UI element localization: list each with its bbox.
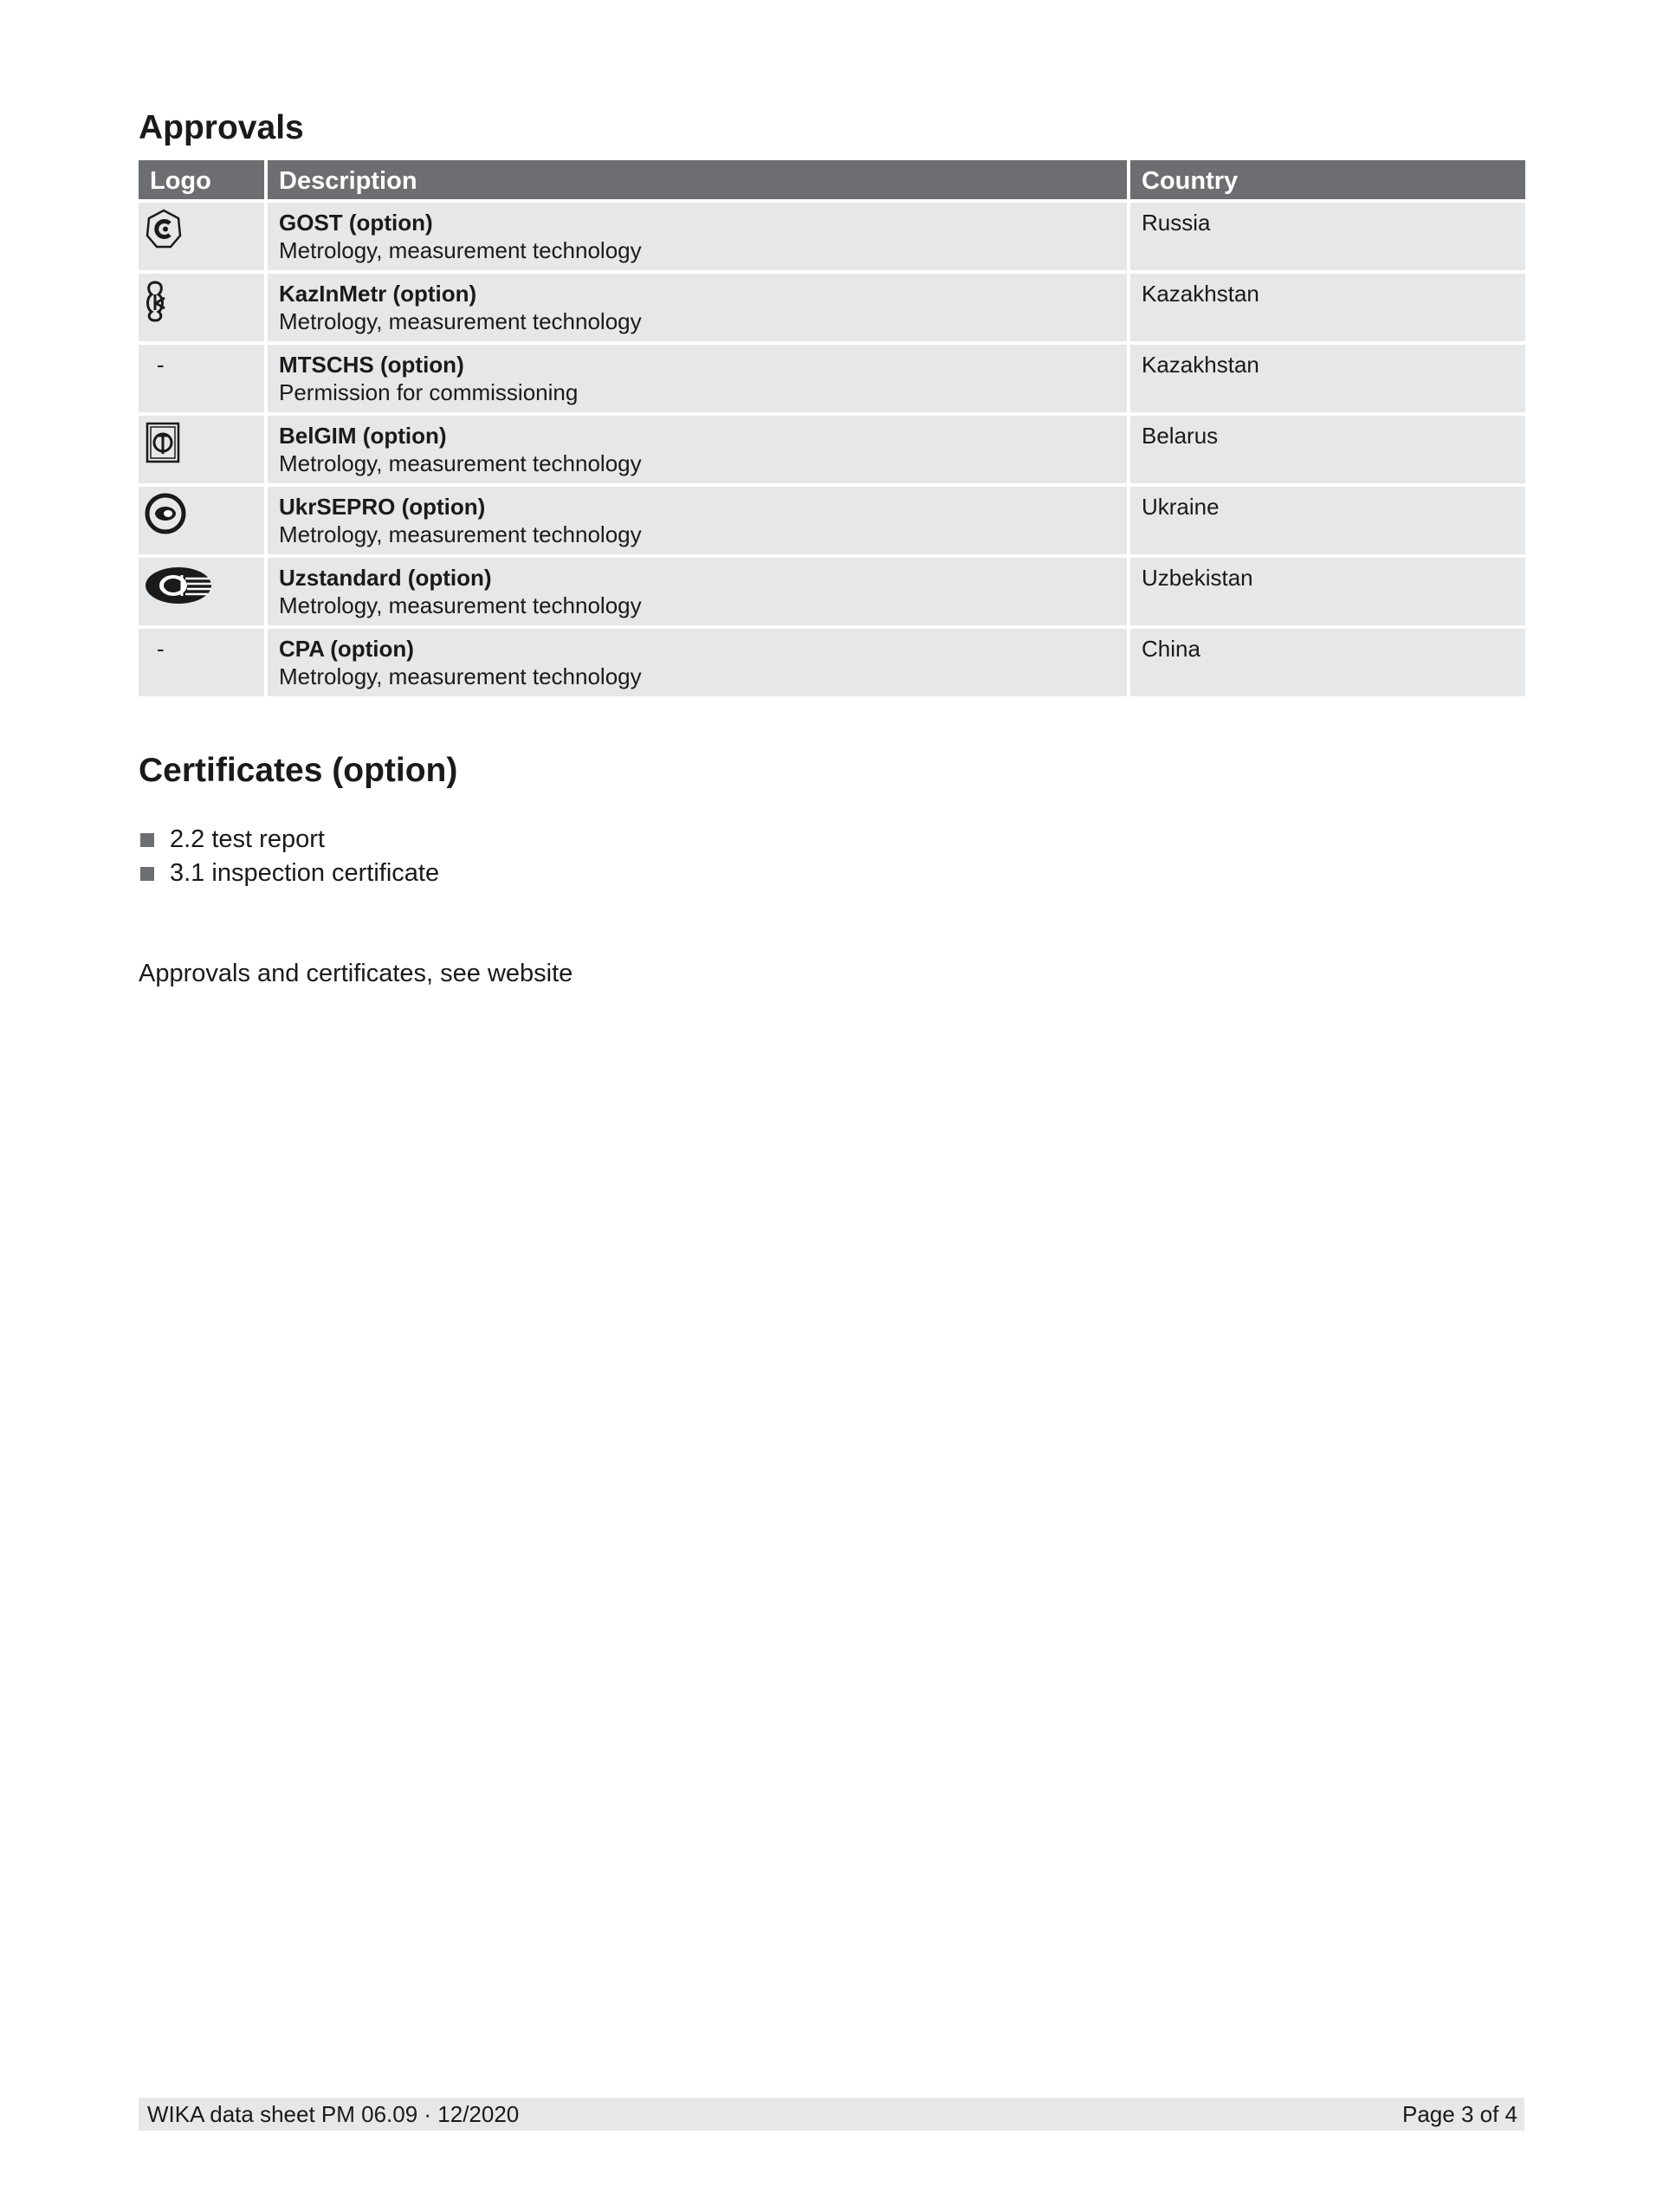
column-header-logo: Logo [139, 160, 264, 199]
table-row [139, 487, 1525, 554]
no-logo-dash: - [157, 636, 165, 662]
approval-scope: Permission for commissioning [279, 379, 579, 405]
page-number: Page 3 of 4 [1402, 2101, 1517, 2127]
logo-cell [139, 558, 264, 625]
square-bullet-icon [140, 867, 154, 881]
approval-scope: Metrology, measurement technology [279, 663, 642, 689]
list-item [139, 857, 439, 890]
description-cell [268, 558, 1127, 625]
certificates-heading: Certificates (option) [139, 752, 458, 789]
logo-cell [139, 274, 264, 341]
list-item [139, 823, 439, 857]
logo-cell [139, 416, 264, 483]
country-cell: Ukraine [1130, 487, 1525, 554]
country-cell: Belarus [1130, 416, 1525, 483]
table-row [139, 416, 1525, 483]
description-cell [268, 416, 1127, 483]
kazinmetr-logo-icon [144, 279, 184, 322]
approval-scope: Metrology, measurement technology [279, 592, 642, 618]
country-cell: Russia [1130, 203, 1525, 270]
logo-cell [139, 629, 264, 696]
logo-cell [139, 487, 264, 554]
approvals-table [135, 157, 1529, 700]
table-row [139, 629, 1525, 696]
approval-scope: Metrology, measurement technology [279, 308, 642, 334]
approvals-heading: Approvals [139, 109, 304, 146]
approval-name: UkrSEPRO (option) [279, 494, 486, 520]
ukrsepro-logo-icon [144, 492, 187, 535]
document-page [139, 0, 1524, 2212]
page-footer [139, 2098, 1524, 2131]
certificate-label: 3.1 inspection certificate [170, 859, 440, 887]
datasheet-reference: WIKA data sheet PM 06.09 · 12/2020 [147, 2101, 520, 2127]
table-row [139, 558, 1525, 625]
table-row [139, 203, 1525, 270]
belgim-logo-icon [144, 421, 184, 464]
uzstandard-logo-icon [144, 563, 217, 606]
column-header-description: Description [268, 160, 1127, 199]
country-cell: Kazakhstan [1130, 274, 1525, 341]
description-cell [268, 487, 1127, 554]
logo-cell [139, 203, 264, 270]
country-cell: China [1130, 629, 1525, 696]
country-cell: Uzbekistan [1130, 558, 1525, 625]
table-header-row [139, 160, 1525, 199]
description-cell [268, 345, 1127, 412]
approval-name: CPA (option) [279, 636, 414, 662]
approval-name: Uzstandard (option) [279, 565, 492, 591]
website-note: Approvals and certificates, see website [139, 960, 573, 987]
certificates-list [139, 823, 439, 890]
certificate-label: 2.2 test report [170, 825, 325, 853]
logo-cell [139, 345, 264, 412]
table-row [139, 345, 1525, 412]
description-cell [268, 274, 1127, 341]
approval-name: MTSCHS (option) [279, 352, 464, 378]
description-cell [268, 203, 1127, 270]
approval-scope: Metrology, measurement technology [279, 521, 642, 547]
approval-scope: Metrology, measurement technology [279, 237, 642, 263]
table-row [139, 274, 1525, 341]
square-bullet-icon [140, 833, 154, 847]
approval-name: GOST (option) [279, 210, 433, 236]
no-logo-dash: - [157, 352, 165, 378]
approval-name: BelGIM (option) [279, 423, 447, 449]
gost-logo-icon [144, 208, 184, 249]
approval-name: KazInMetr (option) [279, 281, 477, 307]
country-cell: Kazakhstan [1130, 345, 1525, 412]
column-header-country: Country [1130, 160, 1525, 199]
description-cell [268, 629, 1127, 696]
approval-scope: Metrology, measurement technology [279, 450, 642, 476]
